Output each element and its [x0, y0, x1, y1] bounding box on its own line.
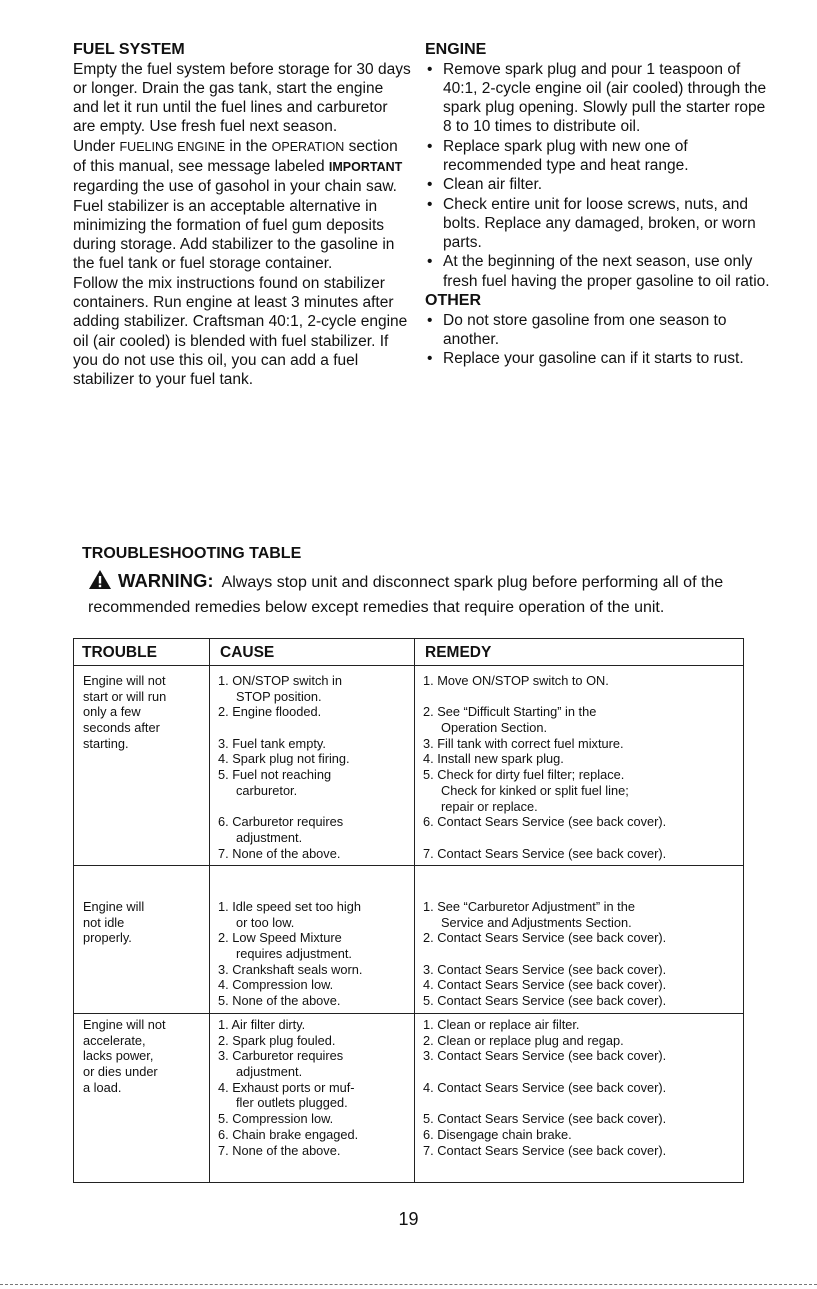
engine-bullet: • Clean air filter.: [427, 176, 543, 194]
troubleshooting-table: [73, 638, 744, 1183]
column-divider: [209, 639, 210, 1182]
other-bullet: • Do not store gasoline from one season to another.: [427, 311, 727, 348]
cause-line: or too low.: [236, 914, 295, 930]
cause-line: 2. Low Speed Mixture: [218, 930, 342, 946]
trouble-line: Engine will: [83, 899, 145, 914]
cause-line: 2. Engine flooded.: [218, 704, 322, 720]
trouble-line: a load.: [83, 1079, 122, 1095]
trouble-line: or dies under: [83, 1064, 158, 1080]
remedy-line: [423, 689, 666, 705]
engine-bullet: • Remove spark plug and pour 1 teaspoon of 40:1, 2-cycle engine oil (air cooled) through the spark plug opening. Slowly pull the starter rope 8 to 10 times to distribute oil.: [427, 60, 767, 136]
cause-line: 5. Compression low.: [218, 1111, 334, 1127]
remedy-line: 3. Contact Sears Service (see back cover).: [423, 1048, 667, 1064]
remedy-line: 4. Contact Sears Service (see back cover).: [423, 977, 667, 993]
cause-line: STOP position.: [236, 688, 322, 704]
engine-bullet: • Replace spark plug with new one of recommended type and heat range.: [427, 137, 689, 174]
remedy-line: 5. Contact Sears Service (see back cover).: [423, 993, 667, 1009]
engine-bullet: • At the beginning of the next season, use only fresh fuel having the proper gasoline to oil ratio.: [427, 253, 770, 290]
trouble-line: lacks power,: [83, 1048, 154, 1064]
cause-line: requires adjustment.: [236, 946, 352, 962]
engine-heading: ENGINE: [425, 41, 487, 58]
page-bottom-rule: [0, 1284, 817, 1286]
cause-line: 3. Fuel tank empty.: [218, 735, 326, 751]
cell-remedy: [423, 899, 666, 1009]
trouble-line: seconds after: [83, 720, 160, 736]
remedy-line: 2. See “Difficult Starting” in the: [423, 704, 597, 720]
cause-line: 4. Compression low.: [218, 977, 334, 993]
header-cause: CAUSE: [220, 644, 275, 661]
cell-trouble: [83, 1017, 166, 1095]
trouble-line: starting.: [83, 735, 129, 751]
cause-line: 6. Chain brake engaged.: [218, 1126, 359, 1142]
remedy-line: Service and Adjustments Section.: [441, 914, 632, 930]
remedy-line: 7. Contact Sears Service (see back cover).: [423, 1142, 667, 1158]
trouble-line: Engine will not: [83, 1017, 166, 1032]
remedy-line: 4. Contact Sears Service (see back cover).: [423, 1079, 667, 1095]
cell-cause: [218, 1017, 358, 1158]
cause-line: 1. Idle speed set too high: [218, 899, 362, 914]
engine-bullet: • Check entire unit for loose screws, nuts, and bolts. Replace any damaged, broken, or worn parts.: [427, 195, 756, 252]
cell-trouble: [83, 673, 166, 751]
remedy-line: repair or replace.: [441, 798, 538, 814]
remedy-line: [423, 1095, 666, 1111]
warning-label: WARNING:: [118, 570, 214, 591]
other-heading: OTHER: [425, 292, 481, 310]
remedy-line: 4. Install new spark plug.: [423, 751, 564, 767]
warning-box: [88, 569, 748, 619]
troubleshooting-title: TROUBLESHOOTING TABLE: [82, 545, 302, 562]
remedy-line: 7. Contact Sears Service (see back cover).: [423, 845, 667, 861]
remedy-line: 1. See “Carburetor Adjustment” in the: [423, 899, 635, 914]
warning-text: Always stop unit and disconnect spark plug before performing all of the recommended remedies below except remedies that require operation of the unit.: [88, 574, 724, 616]
trouble-line: only a few: [83, 704, 141, 720]
column-divider: [414, 639, 415, 1182]
cause-line: [218, 720, 350, 736]
trouble-line: accelerate,: [83, 1032, 146, 1048]
remedy-line: 3. Contact Sears Service (see back cover).: [423, 961, 667, 977]
trouble-line: Engine will not: [83, 673, 166, 688]
cause-line: 4. Spark plug not firing.: [218, 751, 350, 767]
cause-line: 5. None of the above.: [218, 993, 341, 1009]
trouble-line: not idle: [83, 914, 125, 930]
remedy-line: 6. Disengage chain brake.: [423, 1126, 572, 1142]
cause-line: 2. Spark plug fouled.: [218, 1032, 336, 1048]
cell-remedy: [423, 1017, 666, 1158]
remedy-line: 1. Clean or replace air filter.: [423, 1017, 580, 1032]
cause-line: 4. Exhaust ports or muf-: [218, 1079, 355, 1095]
header-remedy: REMEDY: [425, 644, 492, 661]
cause-line: adjustment.: [236, 829, 303, 845]
remedy-line: [423, 946, 666, 962]
table-header-row: [74, 639, 743, 666]
row-divider: [74, 865, 743, 866]
other-bullet: • Replace your gasoline can if it starts to rust.: [427, 350, 744, 368]
cause-line: 7. None of the above.: [218, 1142, 341, 1158]
cause-line: 3. Crankshaft seals worn.: [218, 961, 363, 977]
remedy-line: Check for kinked or split fuel line;: [441, 782, 629, 798]
cause-line: 1. Air filter dirty.: [218, 1017, 306, 1032]
remedy-line: 1. Move ON/STOP switch to ON.: [423, 673, 609, 688]
cause-line: 7. None of the above.: [218, 845, 341, 861]
remedy-line: [423, 830, 666, 846]
cell-remedy: [423, 673, 666, 861]
page-number: 19: [398, 1209, 419, 1229]
cause-line: 1. ON/STOP switch in: [218, 673, 342, 688]
fuel-system-section: [73, 40, 413, 390]
fuel-system-paragraph-3: Follow the mix instructions found on stabilizer containers. Run engine at least 3 minutes after adding stabilizer. Craftsman 40:1, 2-cycle engine oil (air cooled) is blended with fuel stabilizer. If you do not use this oil, you can add a fuel stabilizer to your fuel tank.: [73, 274, 408, 389]
header-trouble: TROUBLE: [82, 644, 157, 661]
row-divider: [74, 1013, 743, 1014]
remedy-line: 5. Contact Sears Service (see back cover).: [423, 1111, 667, 1127]
cause-line: adjustment.: [236, 1064, 303, 1080]
remedy-line: 5. Check for dirty fuel filter; replace.: [423, 767, 625, 783]
engine-other-section: [425, 40, 770, 368]
trouble-line: properly.: [83, 930, 132, 946]
warning-icon: [88, 569, 112, 597]
trouble-line: start or will run: [83, 688, 167, 704]
remedy-line: 2. Clean or replace plug and regap.: [423, 1032, 624, 1048]
fuel-system-heading: FUEL SYSTEM: [73, 41, 185, 58]
cell-trouble: [83, 899, 144, 946]
remedy-line: 2. Contact Sears Service (see back cover).: [423, 930, 667, 946]
cause-line: carburetor.: [236, 782, 298, 798]
cause-line: 5. Fuel not reaching: [218, 767, 332, 783]
cause-line: 6. Carburetor requires: [218, 814, 344, 830]
cause-line: [218, 799, 350, 815]
cause-line: fler outlets plugged.: [236, 1095, 348, 1111]
remedy-line: 3. Fill tank with correct fuel mixture.: [423, 735, 624, 751]
cause-line: 3. Carburetor requires: [218, 1048, 344, 1064]
fuel-system-paragraph-1: Empty the fuel system before storage for 30 days or longer. Drain the gas tank, start the engine and let it run until the fuel lines and carburetor are empty. Use fresh fuel next season.: [73, 60, 411, 136]
fuel-system-paragraph-2: Under FUELING ENGINE in the OPERATION section of this manual, see message labeled IMPORTANT regarding the use of gasohol in your chain saw. Fuel stabilizer is an acceptable alternative in minimizing the formation of fuel gum deposits during storage. Add stabilizer to the gasoline in the fuel tank or fuel storage container.: [73, 137, 403, 273]
cell-cause: [218, 673, 350, 861]
remedy-line: 6. Contact Sears Service (see back cover).: [423, 814, 667, 830]
cell-cause: [218, 899, 362, 1009]
remedy-line: [423, 1064, 666, 1080]
remedy-line: Operation Section.: [441, 720, 547, 736]
